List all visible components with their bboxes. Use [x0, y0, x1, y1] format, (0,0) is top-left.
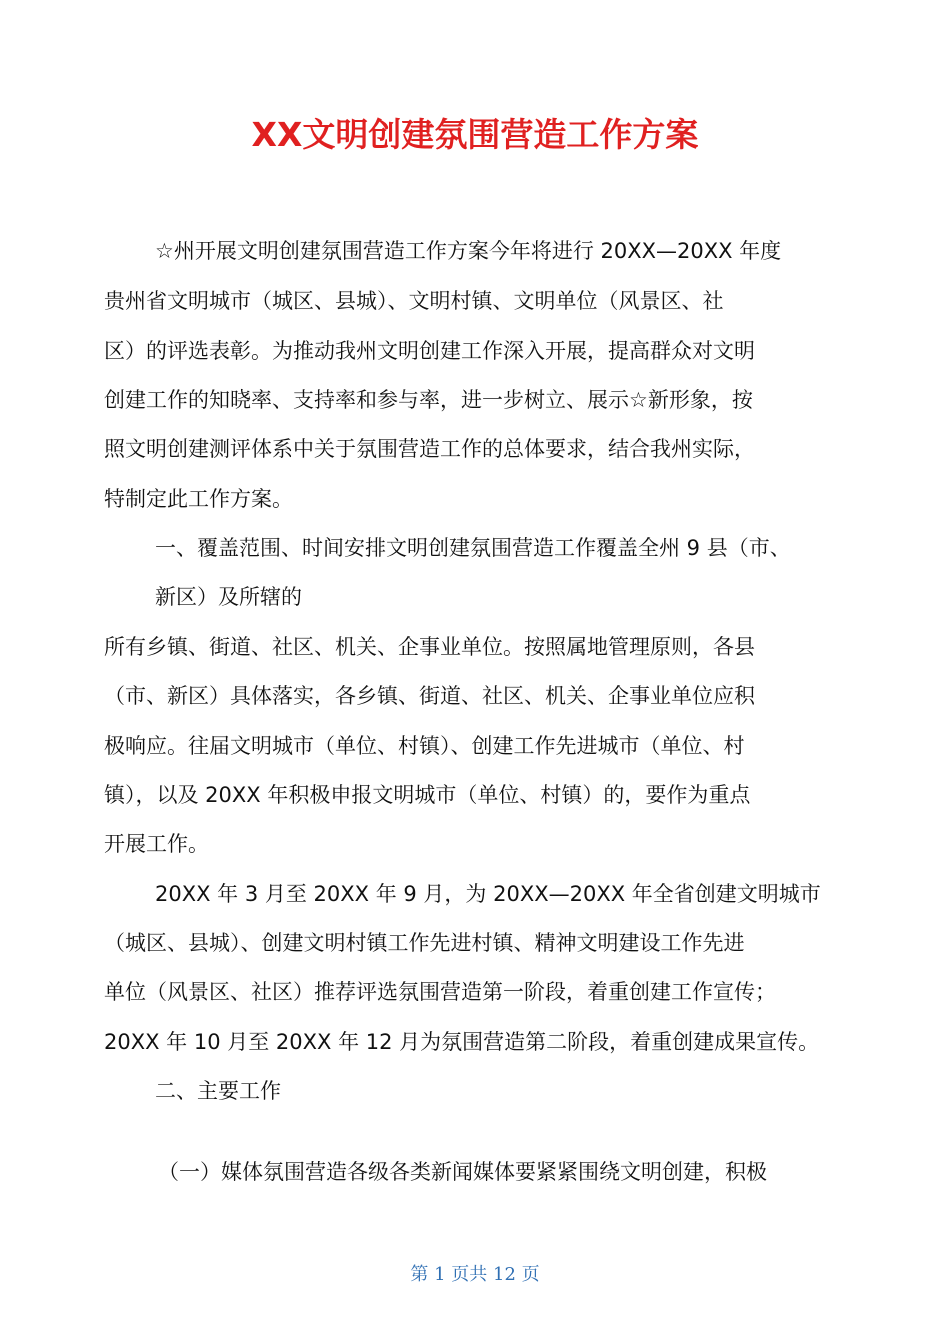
body-line: （市、新区）具体落实，各乡镇、街道、社区、机关、企事业单位应积 — [104, 684, 755, 708]
body-line: 极响应。往届文明城市（单位、村镇）、创建工作先进城市（单位、村 — [104, 734, 745, 758]
body-line: 新区）及所辖的 — [155, 585, 302, 609]
document-title: XX文明创建氛围营造工作方案 — [251, 115, 699, 154]
section-heading-line: 二、主要工作 — [155, 1079, 281, 1103]
body-line: 单位（风景区、社区）推荐评选氛围营造第一阶段，着重创建工作宣传； — [104, 980, 776, 1004]
body-line: ☆州开展文明创建氛围营造工作方案今年将进行 20XX—20XX 年度 — [155, 239, 782, 263]
body-line: 贵州省文明城市（城区、县城）、文明村镇、文明单位（风景区、社 — [104, 289, 724, 313]
body-line: 20XX 年 3 月至 20XX 年 9 月，为 20XX—20XX 年全省创建文明城市 — [155, 882, 821, 906]
body-line: 所有乡镇、街道、社区、机关、企事业单位。按照属地管理原则，各县 — [104, 635, 755, 659]
body-line: 20XX 年 10 月至 20XX 年 12 月为氛围营造第二阶段，着重创建成果宣传。 — [104, 1030, 820, 1054]
body-line: 照文明创建测评体系中关于氛围营造工作的总体要求，结合我州实际， — [104, 437, 755, 461]
page-number-footer: 第 1 页共 12 页 — [410, 1264, 540, 1285]
body-line: 区）的评选表彰。为推动我州文明创建工作深入开展，提高群众对文明 — [104, 339, 755, 363]
section-heading-line: 一、覆盖范围、时间安排文明创建氛围营造工作覆盖全州 9 县（市、 — [155, 536, 791, 560]
body-line: 镇），以及 20XX 年积极申报文明城市（单位、村镇）的，要作为重点 — [104, 783, 751, 807]
body-line: 开展工作。 — [104, 832, 209, 856]
body-line: 创建工作的知晓率、支持率和参与率，进一步树立、展示☆新形象，按 — [104, 388, 753, 412]
subsection-heading-line: （一）媒体氛围营造各级各类新闻媒体要紧紧围绕文明创建，积极 — [158, 1160, 767, 1184]
body-line: （城区、县城）、创建文明村镇工作先进村镇、精神文明建设工作先进 — [104, 931, 745, 955]
body-line: 特制定此工作方案。 — [104, 487, 293, 511]
